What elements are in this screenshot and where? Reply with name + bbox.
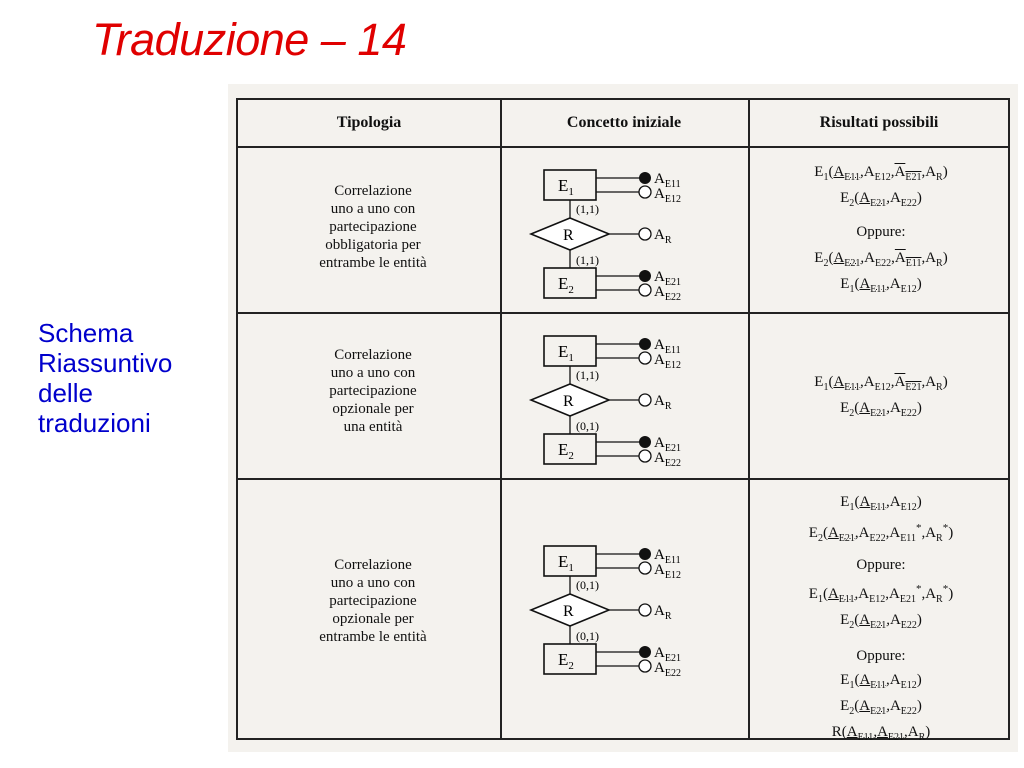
side-caption-line: delle: [38, 378, 93, 408]
tipologia-line: uno a uno con: [330, 365, 416, 381]
result-formula: $E_2(A_{E21},A_{E22},A_{E11}^*,A_R^*)$: [808, 522, 954, 544]
attribute-ae22-label: $A_{E22}$: [654, 450, 681, 469]
tipologia-line: obbligatoria per: [325, 237, 421, 253]
tipologia-line: partecipazione: [329, 383, 417, 399]
result-formula: $E_1(A_{E11},A_{E12})$: [840, 276, 922, 295]
tipologia-line: entrambe le entità: [319, 255, 427, 271]
tipologia-line: Correlazione: [334, 347, 412, 363]
entity-e2-label: $E_2$: [558, 650, 574, 672]
attribute-ae21-label: $A_{E21}$: [654, 435, 681, 454]
result-formula: $R(A_{E11},A_{E21},A_R)$: [831, 724, 931, 743]
header-concetto-iniziale: Concetto iniziale: [566, 114, 682, 131]
er-diagram-row3: [531, 546, 681, 679]
entity-e1-label: $E_1$: [558, 342, 574, 364]
side-caption: [38, 318, 172, 438]
attribute-ar-label: $A_R$: [654, 393, 672, 412]
result-formula: $E_2(A_{E21},A_{E22})$: [840, 190, 922, 209]
side-caption-line: traduzioni: [38, 408, 151, 438]
side-caption-line: Schema: [38, 318, 134, 348]
attribute-ae22-label: $A_{E22}$: [654, 660, 681, 679]
result-row3: [750, 492, 1012, 748]
relationship-r-label: R: [563, 603, 574, 620]
tipologia-line: partecipazione: [329, 219, 417, 235]
result-formula: $E_2(A_{E21},A_{E22})$: [840, 400, 922, 419]
tipologia-cell: [278, 346, 468, 436]
tipologia-line: Correlazione: [334, 183, 412, 199]
result-formula: $E_1(A_{E11},A_{E12})$: [840, 494, 922, 513]
attribute-ae11-label: $A_{E11}$: [654, 337, 681, 356]
cardinality-bottom: (1,1): [576, 253, 599, 267]
entity-e1-label: $E_1$: [558, 552, 574, 574]
tipologia-line: una entità: [343, 419, 403, 435]
attribute-ae12-label: $A_{E12}$: [654, 186, 681, 205]
tipologia-line: uno a uno con: [330, 575, 416, 591]
header-tipologia: Tipologia: [336, 114, 402, 131]
tipologia-line: Correlazione: [334, 557, 412, 573]
header-risultati-possibili: Risultati possibili: [819, 114, 939, 131]
result-formula: $E_1(A_{E11},A_{E12},A_{E21}^*,A_R^*)$: [808, 583, 954, 605]
tipologia-cell: [278, 182, 468, 272]
cardinality-top: (1,1): [576, 202, 599, 216]
result-formula: $E_1(A_{E11},A_{E12},A_{E21},A_R)$: [814, 164, 948, 183]
oppure-label: Oppure:: [856, 557, 906, 573]
er-diagram-row2: [531, 336, 681, 469]
cardinality-bottom: (0,1): [576, 419, 599, 433]
attribute-ar-label: $A_R$: [654, 603, 672, 622]
result-row2: [750, 372, 1012, 424]
attribute-ae12-label: $A_{E12}$: [654, 562, 681, 581]
relationship-r-label: R: [563, 227, 574, 244]
attribute-ae11-label: $A_{E11}$: [654, 547, 681, 566]
tipologia-line: uno a uno con: [330, 201, 416, 217]
oppure-label: Oppure:: [856, 224, 906, 240]
result-row1: [750, 162, 1012, 300]
attribute-ae12-label: $A_{E12}$: [654, 352, 681, 371]
cardinality-top: (0,1): [576, 578, 599, 592]
tipologia-cell: [278, 556, 468, 646]
translation-summary-table: [236, 98, 1010, 743]
er-diagram-row1: [531, 170, 681, 303]
result-formula: $E_2(A_{E21},A_{E22})$: [840, 698, 922, 717]
result-formula: $E_2(A_{E21},A_{E22})$: [840, 612, 922, 631]
tipologia-line: opzionale per: [332, 611, 414, 627]
attribute-ae21-label: $A_{E21}$: [654, 269, 681, 288]
tipologia-line: entrambe le entità: [319, 629, 427, 645]
result-formula: $E_1(A_{E11},A_{E12},A_{E21},A_R)$: [814, 374, 948, 393]
er-diagrams: [502, 100, 750, 740]
attribute-ae11-label: $A_{E11}$: [654, 171, 681, 190]
cardinality-bottom: (0,1): [576, 629, 599, 643]
oppure-label: Oppure:: [856, 648, 906, 664]
result-formula: $E_2(A_{E21},A_{E22},A_{E11},A_R)$: [814, 250, 948, 269]
slide-title: Traduzione – 14: [92, 14, 407, 65]
tipologia-line: opzionale per: [332, 401, 414, 417]
tipologia-line: partecipazione: [329, 593, 417, 609]
relationship-r-label: R: [563, 393, 574, 410]
attribute-ar-label: $A_R$: [654, 227, 672, 246]
attribute-ae21-label: $A_{E21}$: [654, 645, 681, 664]
entity-e2-label: $E_2$: [558, 274, 574, 296]
attribute-ae22-label: $A_{E22}$: [654, 284, 681, 303]
entity-e1-label: $E_1$: [558, 176, 574, 198]
side-caption-line: Riassuntivo: [38, 348, 173, 378]
cardinality-top: (1,1): [576, 368, 599, 382]
result-formula: $E_1(A_{E11},A_{E12})$: [840, 672, 922, 691]
entity-e2-label: $E_2$: [558, 440, 574, 462]
